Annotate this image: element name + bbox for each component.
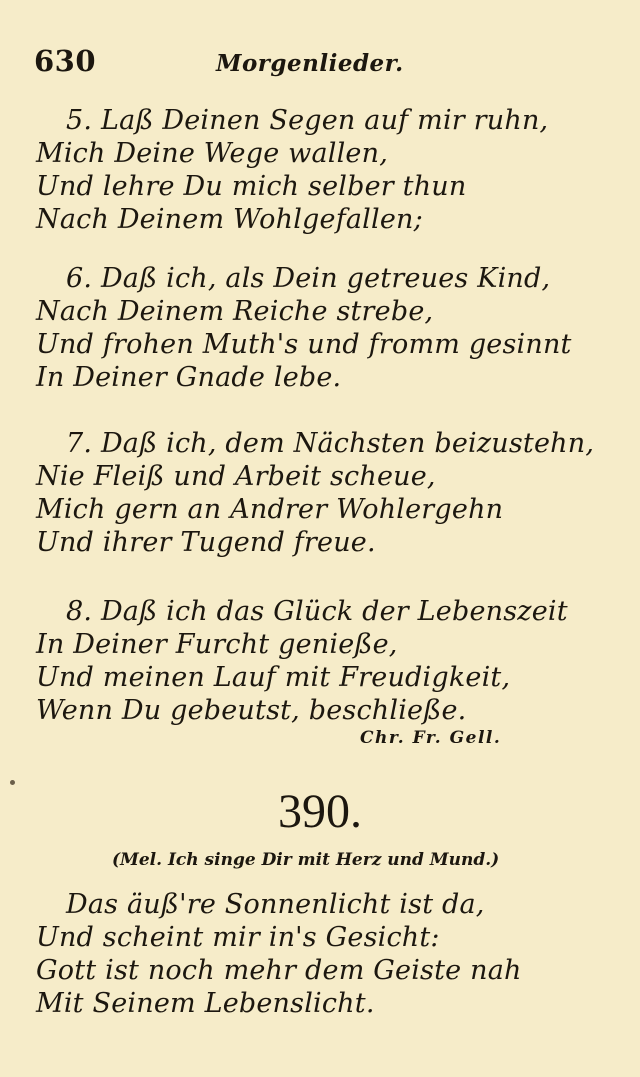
hymn-number: 390. (278, 785, 362, 838)
verse-line: 8. Daß ich das Glück der Lebenszeit (66, 596, 568, 627)
verse-line: Nach Deinem Reiche strebe, (36, 296, 434, 327)
author-attribution: Chr. Fr. Gell. (360, 728, 502, 748)
verse-line: Gott ist noch mehr dem Geiste nah (36, 955, 522, 986)
verse-line: Und lehre Du mich selber thun (36, 171, 467, 202)
running-title: Morgenlieder. (216, 50, 404, 77)
hymn-390-stanza-1 (36, 888, 596, 1020)
verse-line: Wenn Du gebeutst, beschließe. (36, 695, 467, 726)
verse-line: 6. Daß ich, als Dein getreues Kind, (66, 263, 551, 294)
verse-line: 5. Laß Deinen Segen auf mir ruhn, (66, 105, 549, 136)
verse-line: Das äuß're Sonnenlicht ist da, (66, 889, 485, 920)
stanza-7 (36, 427, 596, 559)
verse-line: Mich Deine Wege wallen, (36, 138, 388, 169)
verse-line: Nach Deinem Wohlgefallen; (36, 204, 423, 235)
melody-indication: (Mel. Ich singe Dir mit Herz und Mund.) (112, 850, 500, 870)
stanza-8 (36, 595, 596, 727)
verse-line: In Deiner Furcht genieße, (36, 629, 398, 660)
verse-line: Und scheint mir in's Gesicht: (36, 922, 440, 953)
verse-line: Mich gern an Andrer Wohlergehn (36, 494, 504, 525)
page-number: 630 (34, 44, 97, 78)
verse-line: Und meinen Lauf mit Freudigkeit, (36, 662, 511, 693)
verse-line: Und ihrer Tugend freue. (36, 527, 376, 558)
verse-line: Und frohen Muth's und fromm gesinnt (36, 329, 572, 360)
verse-line: Mit Seinem Lebenslicht. (36, 988, 375, 1019)
stanza-5 (36, 104, 596, 236)
verse-line: 7. Daß ich, dem Nächsten beizustehn, (66, 428, 595, 459)
verse-line: Nie Fleiß und Arbeit scheue, (36, 461, 436, 492)
stanza-6 (36, 262, 596, 394)
verse-line: In Deiner Gnade lebe. (36, 362, 342, 393)
